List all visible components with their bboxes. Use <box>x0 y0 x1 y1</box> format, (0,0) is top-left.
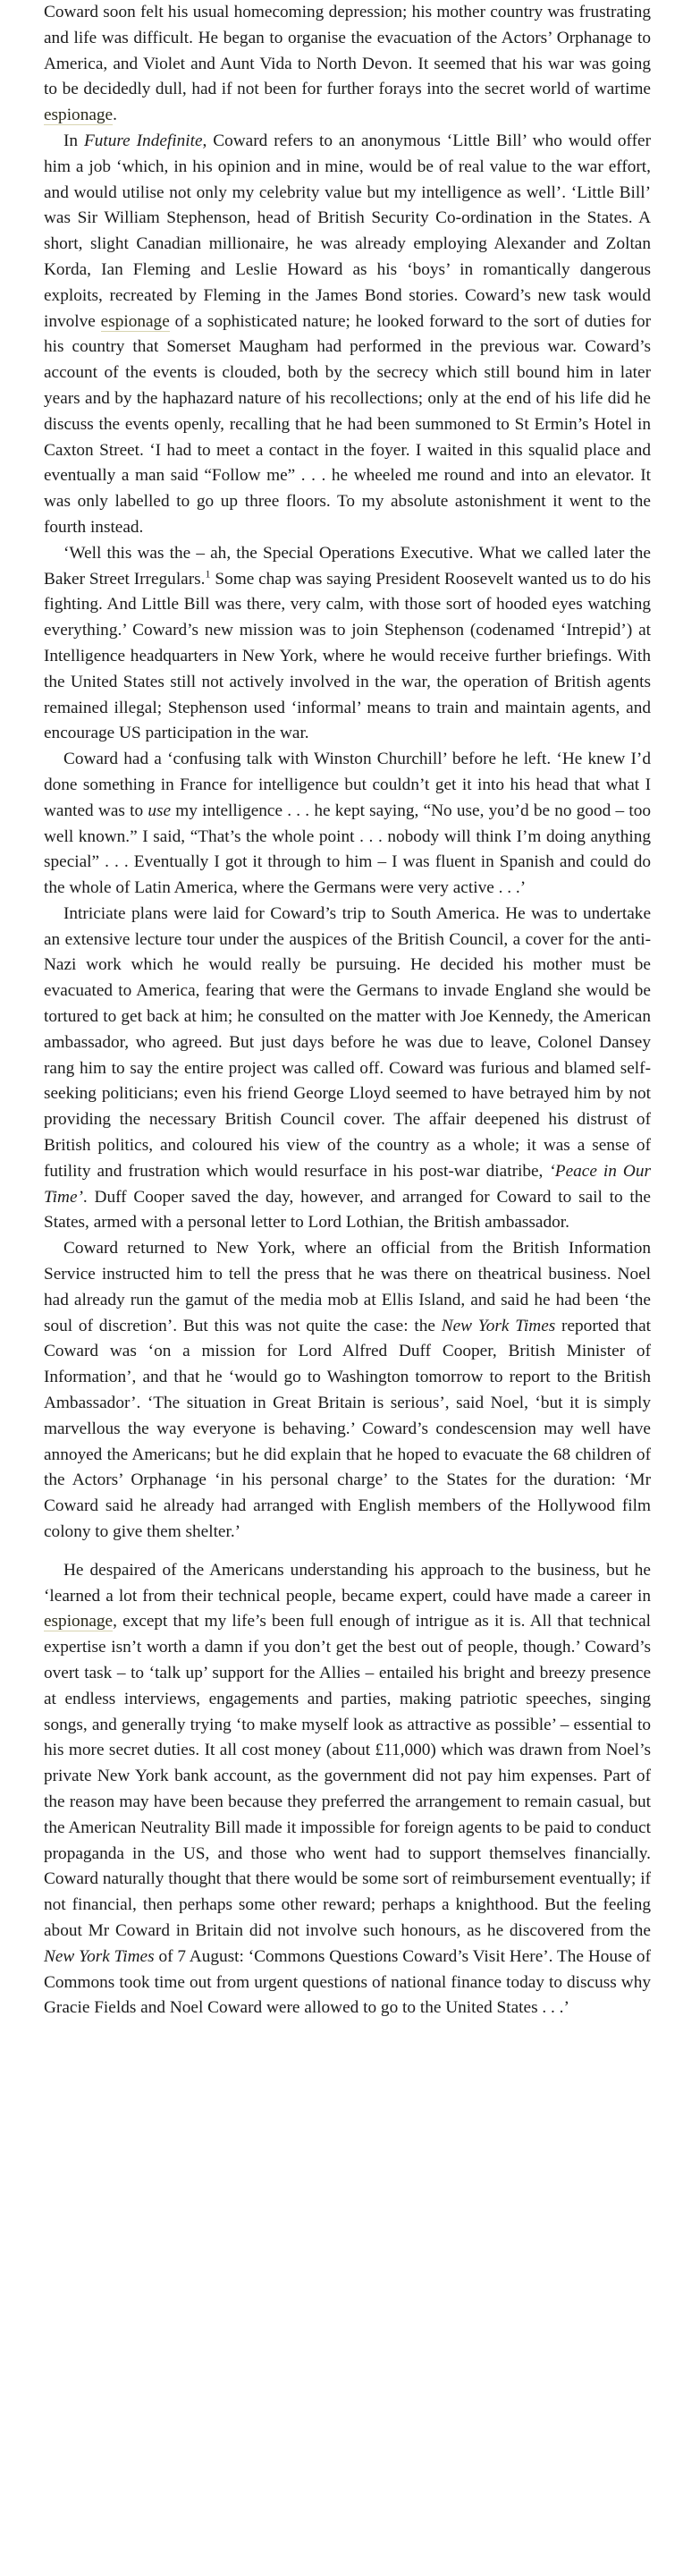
text-run: . <box>113 106 117 125</box>
paragraph <box>44 747 651 902</box>
text-run: Some chap was saying President Roosevelt wanted us to do his fighting. And Little Bill was there, very calm, with those sort of hooded eyes watching everything.’ Coward’s new mission was to join Stephenson (codenamed ‘Intrepid’) at Intelligence headquarters in New York, where he would receive further briefings. With the United States still not actively involved in the war, the operation of British agents remained illegal; Stephenson used ‘informal’ means to train and maintain agents, and encourage US participation in the war. <box>44 569 651 743</box>
italic-title: New York Times <box>441 1316 556 1335</box>
text-run: my intelligence . . . he kept saying, “No use, you’d be no good – too well known.” I said, “That’s the whole point . . . nobody will think I’m doing anything special” . . . Eventually I got it through to him – I was fluent in Spanish and could do the whole of Latin America, where the Germans were very active . . .’ <box>44 801 651 898</box>
paragraph <box>44 0 651 129</box>
text-run: He despaired of the Americans understanding his approach to the business, but he ‘learned a lot from their technical people, became expert, could have made a career in <box>44 1560 651 1606</box>
footnote-marker: 1 <box>205 567 211 580</box>
highlighted-term: espionage <box>100 311 170 331</box>
highlighted-term: espionage <box>44 106 114 125</box>
text-run: . Duff Cooper saved the day, however, and arranged for Coward to sail to the States, armed with a personal letter to Lord Lothian, the British ambassador. <box>44 1187 651 1233</box>
text-run: Coward soon felt his usual homecoming depression; his mother country was frustrating and life was difficult. He began to organise the evacuation of the Actors’ Orphanage to America, and Violet and Aunt Vida to North Devon. It seemed that his war was going to be decidedly dull, had if not been for further forays into the secret world of wartime <box>44 3 651 99</box>
paragraph <box>44 902 651 1236</box>
text-run: , except that my life’s been full enough of intrigue as it is. All that technical expertise isn’t worth a damn if you don’t get the best out of people, though.’ Coward’s overt task – to ‘talk up’ support for the Allies – entailed his bright and breezy presence at endless interviews, engagements and parties, making patriotic speeches, singing songs, and generally trying ‘to make myself look as attractive as possible’ – essential to his more secret duties. It all cost money (about £11,000) which was drawn from Noel’s private New York bank account, as the government did not pay him expenses. Part of the reason may have been because they preferred the arrangement to remain casual, but the American Neutrality Bill made it impossible for foreign agents to be paid to conduct propaganda in the US, and those who went had to support themselves financially. Coward naturally thought that there would be some sort of reimbursement eventually; if not financial, then perhaps some other reward; perhaps a knighthood. But the feeling about Mr Coward in Britain did not involve such honours, as he discovered from the <box>44 1612 651 1940</box>
text-run: of a sophisticated nature; he looked forward to the sort of duties for his country that Somerset Maugham had performed in the previous war. Coward’s account of the events is clouded, both by the secrecy which still bound him in later years and by the haphazard nature of his recollections; only at the end of his life did he discuss the events openly, recalling that he had been summoned to St Ermin’s Hotel in Caxton Street. ‘I had to meet a contact in the foyer. I waited in this squalid place and eventually a man said “Follow me” . . . he wheeled me round and into an elevator. It was only labelled to go up three floors. To my absolute astonishment it went to the fourth instead. <box>44 311 652 537</box>
italic-title: New York Times <box>44 1946 155 1966</box>
text-run: Coward returned to New York, where an official from the British Information Service instructed him to tell the press that he was there on theatrical business. Noel had already run the gamut of the media mob at Ellis Island, and said he had been ‘the soul of discretion’. But this was not quite the case: the <box>44 1239 651 1335</box>
text-run: of 7 August: ‘Commons Questions Coward’s Visit Here’. The House of Commons took time out from urgent questions of national finance today to discuss why Gracie Fields and Noel Coward were allowed to go to the United States . . .’ <box>44 1946 651 2018</box>
text-run: ‘Well this was the – ah, the Special Operations Executive. What we called later the Baker Street Irregulars. <box>44 543 651 589</box>
text-run: Coward had a ‘confusing talk with Winston Churchill’ before he left. ‘He knew I’d done something in France for intelligence but couldn’t get it into his head that what I wanted was to <box>44 750 651 820</box>
text-run: , Coward refers to an anonymous ‘Little Bill’ who would offer him a job ‘which, in his opinion and in mine, would be of real value to the war effort, and would utilise not only my celebrity value but my intelligence as well’. ‘Little Bill’ was Sir William Stephenson, head of British Security Co-ordination in the States. A short, slight Canadian millionaire, he was already employing Alexander and Zoltan Korda, Ian Fleming and Leslie Howard as his ‘boys’ in romantically dangerous exploits, recreated by Fleming in the James Bond stories. Coward’s new task would involve <box>44 131 652 331</box>
italic-title: ‘Peace in Our Time’ <box>44 1161 651 1207</box>
text-run: In <box>63 131 84 150</box>
paragraph <box>44 129 651 541</box>
text-run: reported that Coward was ‘on a mission for Lord Alfred Duff Cooper, British Minister of Information’, and that he ‘would go to Washington tomorrow to report to the British Ambassador’. ‘The situation in Great Britain is serious’, said Noel, ‘but it is simply marvellous the way everyone is behaving.’ Coward’s condescension may well have annoyed the Americans; but he did explain that he hoped to evacuate the 68 children of the Actors’ Orphanage ‘in his personal charge’ to the States for the duration: ‘Mr Coward said he already had arranged with English members of the Hollywood film colony to give them shelter.’ <box>44 1316 651 1542</box>
paragraph <box>44 541 651 747</box>
text-run: Intriciate plans were laid for Coward’s trip to South America. He was to undertake an extensive lecture tour under the auspices of the British Council, a cover for the anti-Nazi work which he would really be pursuing. He decided his mother must be evacuated to America, fearing that were the Germans to invade England she would be tortured to get back at him; he consulted on the matter with Joe Kennedy, the American ambassador, who agreed. But just days before he was due to leave, Colonel Dansey rang him to say the entire project was called off. Coward was furious and blamed self-seeking politicians; even his friend George Lloyd seemed to have betrayed him by not providing the necessary British Council cover. The affair deepened his distrust of British politics, and coloured his view of the country as a whole; it was a sense of futility and frustration which would resurface in his post-war diatribe, <box>44 903 651 1181</box>
italic-title: Future Indefinite <box>83 131 203 150</box>
italic-title: use <box>148 801 172 820</box>
paragraph <box>44 1236 651 1546</box>
document-body <box>44 0 651 2021</box>
paragraph <box>44 1558 651 2021</box>
highlighted-term: espionage <box>44 1612 114 1631</box>
